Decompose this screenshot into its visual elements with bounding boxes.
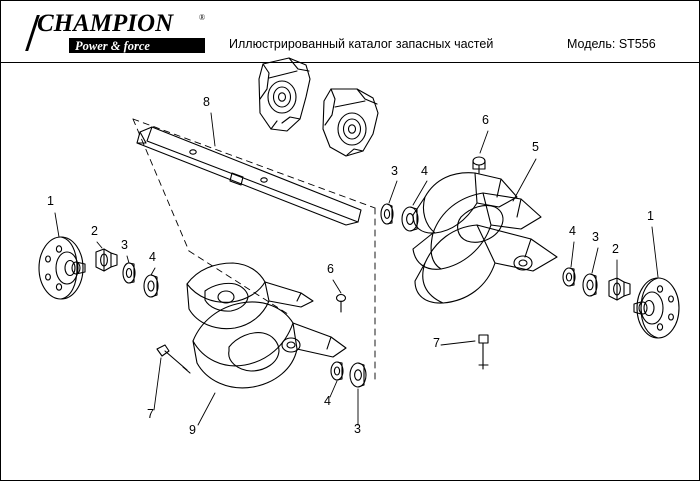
washer-3-upper — [381, 204, 393, 224]
washer-left-3 — [123, 263, 135, 283]
callout-7-right: 7 — [433, 336, 440, 350]
gearbox-housing-right — [323, 89, 378, 156]
model-label: Модель: ST556 — [567, 37, 656, 51]
callout-3-lower: 3 — [354, 422, 361, 436]
cotter-pin-left — [337, 295, 346, 313]
bolt-right — [479, 335, 488, 369]
callout-leader-lines — [55, 113, 658, 425]
logo-wordmark: CHAMPION — [37, 10, 174, 37]
hub-flange-left — [39, 237, 85, 299]
logo-tagline: Power & force — [75, 39, 150, 53]
page-title: Иллюстрированный каталог запасных частей — [229, 37, 494, 51]
callout-3-right: 3 — [592, 230, 599, 244]
callout-5: 5 — [532, 140, 539, 154]
hex-nut-right — [609, 278, 630, 300]
hub-flange-right — [634, 278, 679, 338]
callout-4-lower: 4 — [324, 394, 331, 408]
callout-4-upper: 4 — [421, 164, 428, 178]
tine-blade-assembly-left-front — [193, 302, 346, 388]
callout-7-left: 7 — [147, 407, 154, 421]
assembly-group-outline — [133, 119, 375, 381]
callout-2-right: 2 — [612, 242, 619, 256]
callout-3-upper: 3 — [391, 164, 398, 178]
washer-left-4 — [144, 275, 158, 297]
washer-right-3 — [583, 274, 597, 296]
gearbox-housing-left — [259, 58, 310, 131]
callout-1-right: 1 — [647, 209, 654, 223]
callout-2-left: 2 — [91, 224, 98, 238]
callout-1-left: 1 — [47, 194, 54, 208]
callout-4-right: 4 — [569, 224, 576, 238]
callout-6-mid: 6 — [327, 262, 334, 276]
callout-3-left: 3 — [121, 238, 128, 252]
washer-lower-4 — [331, 362, 343, 380]
washer-right-4 — [563, 268, 575, 286]
callout-8: 8 — [203, 95, 210, 109]
callout-4-left: 4 — [149, 250, 156, 264]
bolt-left — [157, 345, 190, 373]
registered-trademark-icon: ® — [199, 13, 206, 22]
nut-lower-3 — [350, 363, 366, 387]
callout-6-top: 6 — [482, 113, 489, 127]
hex-nut-left — [96, 249, 117, 271]
tine-blade-assembly-right-rear — [413, 173, 517, 233]
callout-9: 9 — [189, 423, 196, 437]
cotter-pin-right — [473, 157, 485, 173]
nut-4-upper — [402, 207, 418, 231]
tine-blade-assembly-left — [187, 263, 313, 329]
